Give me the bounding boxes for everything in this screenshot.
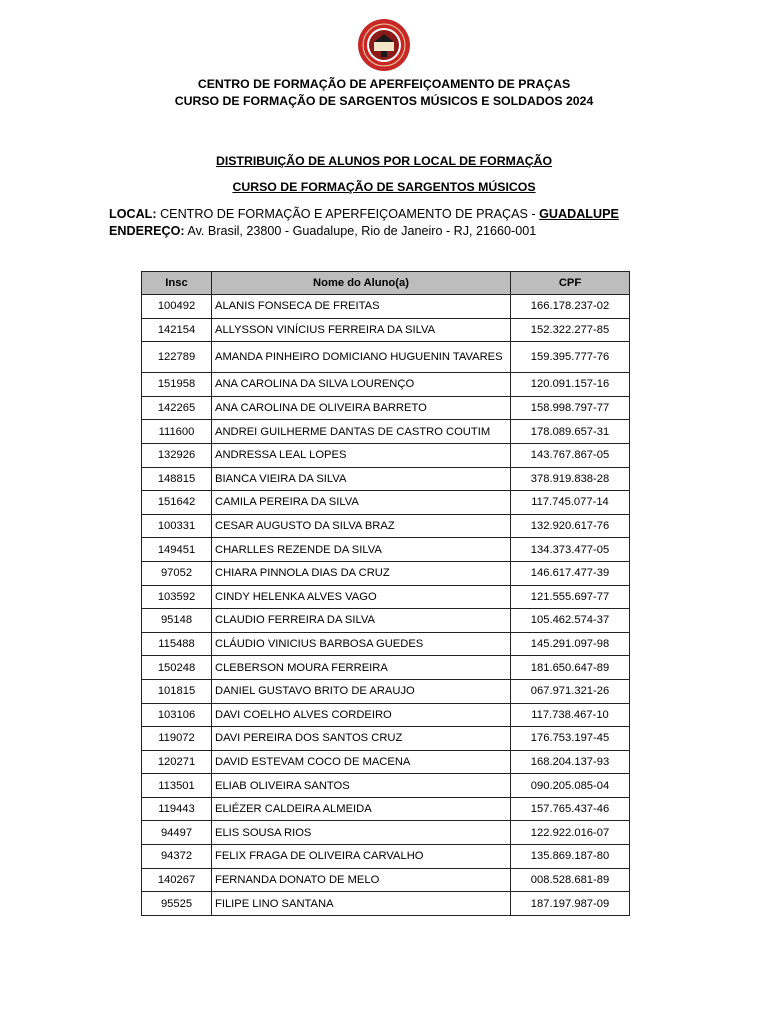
local-label: LOCAL: bbox=[109, 207, 157, 221]
cell-insc: 148815 bbox=[142, 467, 212, 491]
cell-cpf: 090.205.085-04 bbox=[511, 774, 630, 798]
cell-insc: 140267 bbox=[142, 868, 212, 892]
cell-cpf: 067.971.321-26 bbox=[511, 679, 630, 703]
cell-insc: 119443 bbox=[142, 797, 212, 821]
cell-name: ELIS SOUSA RIOS bbox=[212, 821, 511, 845]
cell-insc: 132926 bbox=[142, 443, 212, 467]
cell-cpf: 122.922.016-07 bbox=[511, 821, 630, 845]
local-line bbox=[109, 207, 619, 221]
document-subtitle-text: CURSO DE FORMAÇÃO DE SARGENTOS MÚSICOS bbox=[232, 180, 536, 194]
cell-insc: 149451 bbox=[142, 538, 212, 562]
cell-cpf: 120.091.157-16 bbox=[511, 373, 630, 397]
cell-name: ALLYSSON VINÍCIUS FERREIRA DA SILVA bbox=[212, 318, 511, 342]
cell-cpf: 117.745.077-14 bbox=[511, 491, 630, 515]
cell-insc: 122789 bbox=[142, 342, 212, 373]
cell-name: BIANCA VIEIRA DA SILVA bbox=[212, 467, 511, 491]
header-insc: Insc bbox=[142, 272, 212, 295]
table-row bbox=[142, 797, 630, 821]
table-row bbox=[142, 491, 630, 515]
cell-name: DAVI COELHO ALVES CORDEIRO bbox=[212, 703, 511, 727]
cell-insc: 142154 bbox=[142, 318, 212, 342]
cell-insc: 101815 bbox=[142, 679, 212, 703]
header-course: CURSO DE FORMAÇÃO DE SARGENTOS MÚSICOS E SOLDADOS 2024 bbox=[174, 94, 594, 108]
cell-name: ALANIS FONSECA DE FREITAS bbox=[212, 295, 511, 319]
cell-name: ELIAB OLIVEIRA SANTOS bbox=[212, 774, 511, 798]
table-row bbox=[142, 750, 630, 774]
cell-name: CINDY HELENKA ALVES VAGO bbox=[212, 585, 511, 609]
cell-cpf: 132.920.617-76 bbox=[511, 514, 630, 538]
cell-name: ANA CAROLINA DA SILVA LOURENÇO bbox=[212, 373, 511, 397]
cell-insc: 150248 bbox=[142, 656, 212, 680]
cell-cpf: 166.178.237-02 bbox=[511, 295, 630, 319]
cell-cpf: 152.322.277-85 bbox=[511, 318, 630, 342]
table-row bbox=[142, 821, 630, 845]
cell-insc: 115488 bbox=[142, 632, 212, 656]
cell-cpf: 008.528.681-89 bbox=[511, 868, 630, 892]
cell-name: AMANDA PINHEIRO DOMICIANO HUGUENIN TAVARES bbox=[212, 342, 511, 373]
header-name: Nome do Aluno(a) bbox=[212, 272, 511, 295]
table-row bbox=[142, 656, 630, 680]
cell-insc: 113501 bbox=[142, 774, 212, 798]
cell-name: ANDREI GUILHERME DANTAS DE CASTRO COUTIM bbox=[212, 420, 511, 444]
students-table bbox=[141, 271, 630, 916]
table-row bbox=[142, 561, 630, 585]
table-row bbox=[142, 632, 630, 656]
cell-cpf: 378.919.838-28 bbox=[511, 467, 630, 491]
cell-cpf: 146.617.477-39 bbox=[511, 561, 630, 585]
cell-insc: 97052 bbox=[142, 561, 212, 585]
cell-name: FILIPE LINO SANTANA bbox=[212, 892, 511, 916]
cell-name: CHARLLES REZENDE DA SILVA bbox=[212, 538, 511, 562]
cell-cpf: 145.291.097-98 bbox=[511, 632, 630, 656]
header-institution: CENTRO DE FORMAÇÃO DE APERFEIÇOAMENTO DE PRAÇAS bbox=[197, 77, 571, 91]
table-row bbox=[142, 396, 630, 420]
table-row bbox=[142, 373, 630, 397]
cell-insc: 120271 bbox=[142, 750, 212, 774]
table-row bbox=[142, 443, 630, 467]
cell-insc: 100492 bbox=[142, 295, 212, 319]
cell-name: DAVID ESTEVAM COCO DE MACENA bbox=[212, 750, 511, 774]
table-header-row bbox=[142, 272, 630, 295]
local-value: CENTRO DE FORMAÇÃO E APERFEIÇOAMENTO DE PRAÇAS - bbox=[160, 207, 540, 221]
cell-cpf: 134.373.477-05 bbox=[511, 538, 630, 562]
cell-insc: 94372 bbox=[142, 845, 212, 869]
address-line bbox=[109, 224, 536, 238]
cell-cpf: 135.869.187-80 bbox=[511, 845, 630, 869]
cell-cpf: 176.753.197-45 bbox=[511, 727, 630, 751]
address-value: Av. Brasil, 23800 - Guadalupe, Rio de Janeiro - RJ, 21660-001 bbox=[187, 224, 537, 238]
cell-cpf: 105.462.574-37 bbox=[511, 609, 630, 633]
table-row bbox=[142, 868, 630, 892]
cell-cpf: 168.204.137-93 bbox=[511, 750, 630, 774]
table-row bbox=[142, 342, 630, 373]
cell-insc: 111600 bbox=[142, 420, 212, 444]
table-row bbox=[142, 609, 630, 633]
cell-insc: 151958 bbox=[142, 373, 212, 397]
cell-name: ANDRESSA LEAL LOPES bbox=[212, 443, 511, 467]
table-row bbox=[142, 703, 630, 727]
cell-cpf: 159.395.777-76 bbox=[511, 342, 630, 373]
cell-name: CLEBERSON MOURA FERREIRA bbox=[212, 656, 511, 680]
cell-name: ANA CAROLINA DE OLIVEIRA BARRETO bbox=[212, 396, 511, 420]
cell-insc: 142265 bbox=[142, 396, 212, 420]
cell-name: FERNANDA DONATO DE MELO bbox=[212, 868, 511, 892]
cell-insc: 151642 bbox=[142, 491, 212, 515]
document-title bbox=[0, 154, 768, 168]
table-row bbox=[142, 318, 630, 342]
cell-name: FELIX FRAGA DE OLIVEIRA CARVALHO bbox=[212, 845, 511, 869]
table-row bbox=[142, 679, 630, 703]
table-row bbox=[142, 467, 630, 491]
cell-cpf: 158.998.797-77 bbox=[511, 396, 630, 420]
cell-insc: 103106 bbox=[142, 703, 212, 727]
cell-insc: 103592 bbox=[142, 585, 212, 609]
address-label: ENDEREÇO: bbox=[109, 224, 185, 238]
cell-cpf: 187.197.987-09 bbox=[511, 892, 630, 916]
header-cpf: CPF bbox=[511, 272, 630, 295]
cell-cpf: 143.767.867-05 bbox=[511, 443, 630, 467]
cell-name: CLÁUDIO VINICIUS BARBOSA GUEDES bbox=[212, 632, 511, 656]
table-row bbox=[142, 727, 630, 751]
cell-cpf: 117.738.467-10 bbox=[511, 703, 630, 727]
cell-cpf: 181.650.647-89 bbox=[511, 656, 630, 680]
table-row bbox=[142, 774, 630, 798]
cell-name: ELIÉZER CALDEIRA ALMEIDA bbox=[212, 797, 511, 821]
table-row bbox=[142, 514, 630, 538]
cell-name: CHIARA PINNOLA DIAS DA CRUZ bbox=[212, 561, 511, 585]
table-row bbox=[142, 585, 630, 609]
cell-insc: 100331 bbox=[142, 514, 212, 538]
table-row bbox=[142, 295, 630, 319]
cell-cpf: 157.765.437-46 bbox=[511, 797, 630, 821]
cell-insc: 119072 bbox=[142, 727, 212, 751]
table-row bbox=[142, 892, 630, 916]
document-subtitle bbox=[0, 180, 768, 194]
local-highlight: GUADALUPE bbox=[539, 207, 619, 221]
cell-name: CESAR AUGUSTO DA SILVA BRAZ bbox=[212, 514, 511, 538]
cell-name: DAVI PEREIRA DOS SANTOS CRUZ bbox=[212, 727, 511, 751]
table-row bbox=[142, 538, 630, 562]
table-row bbox=[142, 845, 630, 869]
cell-name: DANIEL GUSTAVO BRITO DE ARAUJO bbox=[212, 679, 511, 703]
cell-insc: 95525 bbox=[142, 892, 212, 916]
institution-seal-logo bbox=[357, 18, 411, 72]
document-title-text: DISTRIBUIÇÃO DE ALUNOS POR LOCAL DE FORMAÇÃO bbox=[215, 154, 553, 168]
cell-cpf: 121.555.697-77 bbox=[511, 585, 630, 609]
table-row bbox=[142, 420, 630, 444]
cell-name: CAMILA PEREIRA DA SILVA bbox=[212, 491, 511, 515]
cell-name: CLAUDIO FERREIRA DA SILVA bbox=[212, 609, 511, 633]
cell-insc: 95148 bbox=[142, 609, 212, 633]
cell-insc: 94497 bbox=[142, 821, 212, 845]
cell-cpf: 178.089.657-31 bbox=[511, 420, 630, 444]
